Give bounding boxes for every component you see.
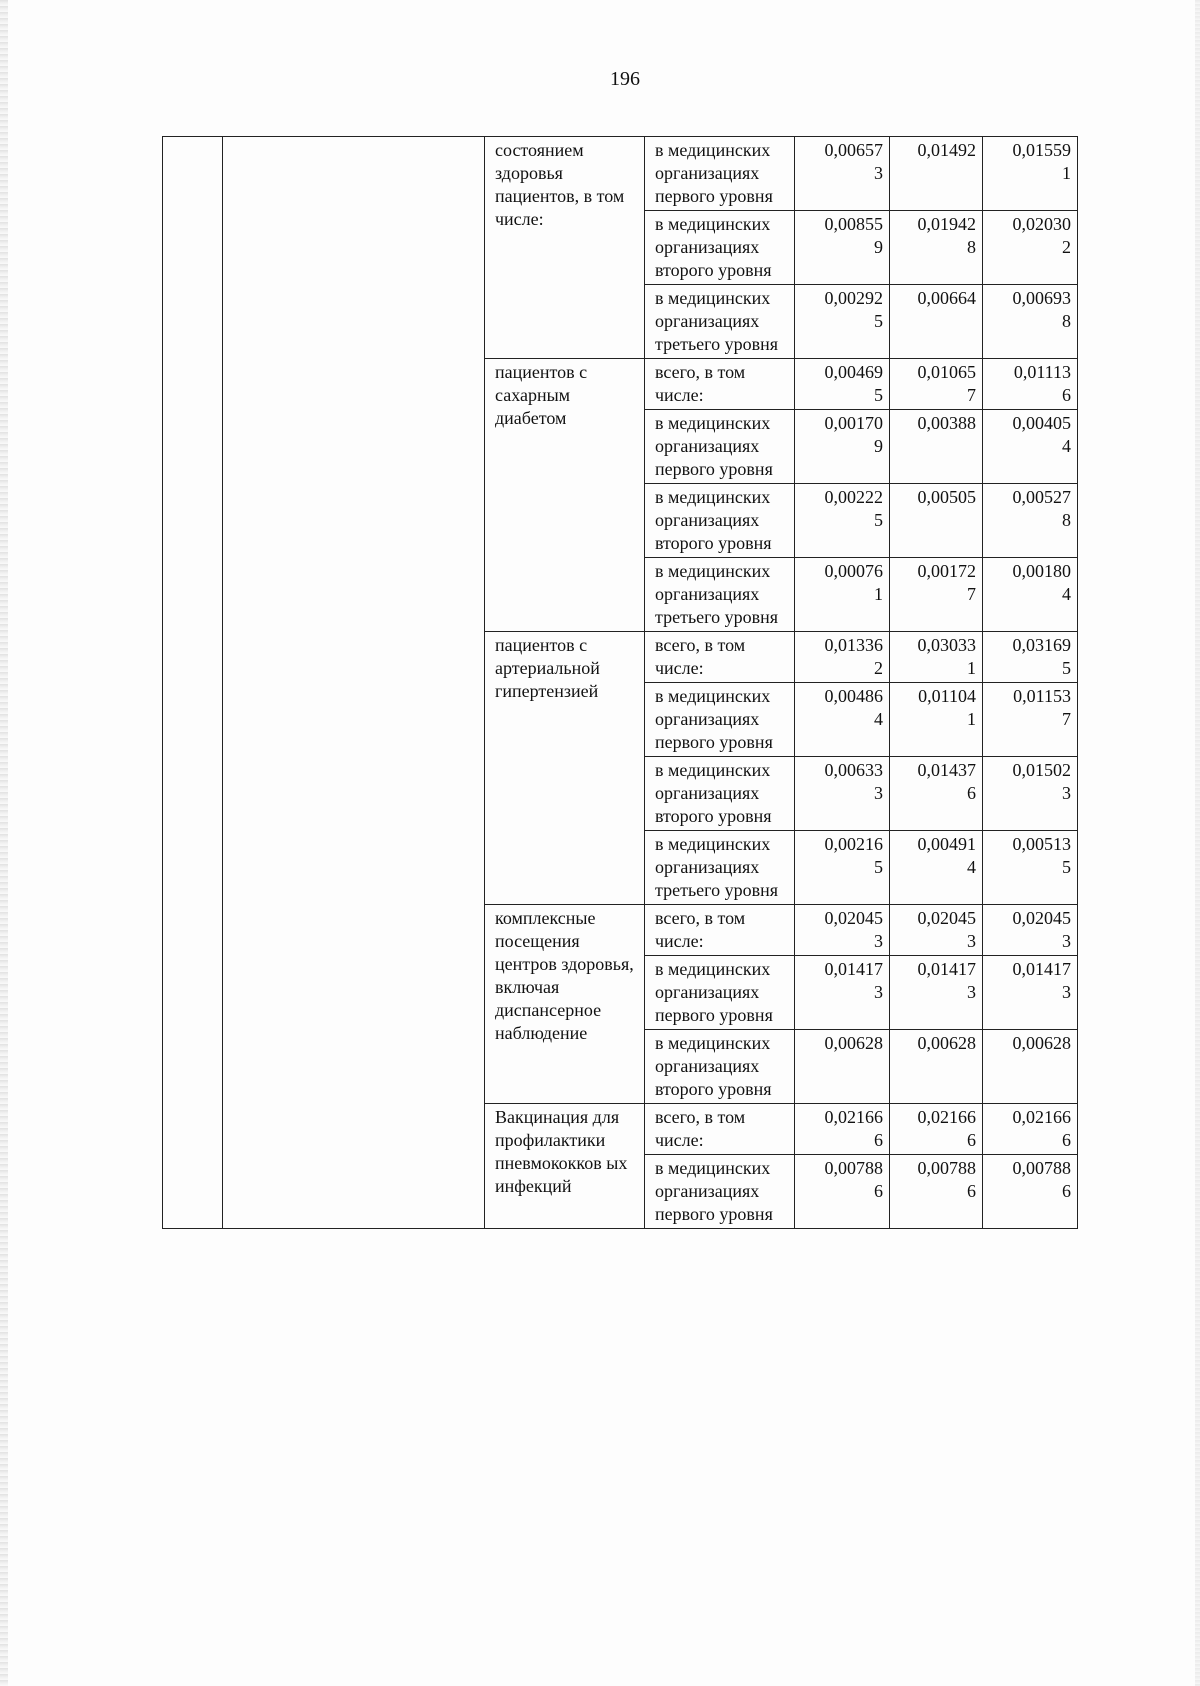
row-label: в медицинских организациях второго уровня [645,757,795,831]
value-cell: 0,02030 2 [983,211,1078,285]
value-cell: 0,00633 3 [795,757,890,831]
value-cell: 0,02045 3 [983,905,1078,956]
blank-col-2 [223,137,485,1229]
value-cell: 0,01113 6 [983,359,1078,410]
value-cell: 0,00180 4 [983,558,1078,632]
value-cell: 0,03169 5 [983,632,1078,683]
row-label: всего, в том числе: [645,905,795,956]
group-label: состоянием здоровья пациентов, в том числе: [485,137,645,359]
row-label: в медицинских организациях третьего уровня [645,831,795,905]
table-body [163,137,1078,1229]
row-label: в медицинских организациях первого уровня [645,683,795,757]
row-label: в медицинских организациях третьего уровня [645,558,795,632]
row-label: всего, в том числе: [645,1104,795,1155]
scan-edge-left [0,0,8,1686]
blank-col-1 [163,137,223,1229]
value-cell: 0,00855 9 [795,211,890,285]
value-cell: 0,00628 [795,1030,890,1104]
value-cell: 0,00172 7 [890,558,983,632]
row-label: в медицинских организациях третьего уровня [645,285,795,359]
group-label: пациентов с артериальной гипертензией [485,632,645,905]
row-label: в медицинских организациях первого уровня [645,956,795,1030]
value-cell: 0,00788 6 [983,1155,1078,1229]
value-cell: 0,01502 3 [983,757,1078,831]
value-cell: 0,00664 [890,285,983,359]
value-cell: 0,01153 7 [983,683,1078,757]
value-cell: 0,02045 3 [795,905,890,956]
value-cell: 0,00170 9 [795,410,890,484]
row-label: в медицинских организациях второго уровня [645,484,795,558]
value-cell: 0,02166 6 [795,1104,890,1155]
value-cell: 0,01417 3 [795,956,890,1030]
row-label: в медицинских организациях первого уровня [645,410,795,484]
value-cell: 0,00788 6 [890,1155,983,1229]
value-cell: 0,03033 1 [890,632,983,683]
value-cell: 0,00388 [890,410,983,484]
row-label: всего, в том числе: [645,359,795,410]
value-cell: 0,01417 3 [983,956,1078,1030]
value-cell: 0,00292 5 [795,285,890,359]
data-table [162,136,1078,1229]
group-label: пациентов с сахарным диабетом [485,359,645,632]
page-number: 196 [610,68,640,90]
row-label: в медицинских организациях второго уровня [645,1030,795,1104]
value-cell: 0,00486 4 [795,683,890,757]
value-cell: 0,00788 6 [795,1155,890,1229]
value-cell: 0,00405 4 [983,410,1078,484]
group-label: Вакцинация для профилактики пневмококков ых инфекций [485,1104,645,1229]
row-label: в медицинских организациях второго уровня [645,211,795,285]
value-cell: 0,00628 [890,1030,983,1104]
group-label: комплексные посещения центров здоровья, включая диспансерное наблюдение [485,905,645,1104]
row-label: в медицинских организациях первого уровня [645,1155,795,1229]
row-label: всего, в том числе: [645,632,795,683]
value-cell: 0,00657 3 [795,137,890,211]
value-cell: 0,01417 3 [890,956,983,1030]
value-cell: 0,01437 6 [890,757,983,831]
value-cell: 0,01559 1 [983,137,1078,211]
value-cell: 0,00628 [983,1030,1078,1104]
value-cell: 0,01104 1 [890,683,983,757]
table-row [163,137,1078,211]
value-cell: 0,02045 3 [890,905,983,956]
value-cell: 0,00216 5 [795,831,890,905]
row-label: в медицинских организациях первого уровня [645,137,795,211]
value-cell: 0,01065 7 [890,359,983,410]
value-cell: 0,02166 6 [983,1104,1078,1155]
value-cell: 0,00527 8 [983,484,1078,558]
value-cell: 0,01942 8 [890,211,983,285]
value-cell: 0,00505 [890,484,983,558]
scan-edge-right [1195,0,1200,1686]
value-cell: 0,01336 2 [795,632,890,683]
value-cell: 0,00513 5 [983,831,1078,905]
value-cell: 0,00076 1 [795,558,890,632]
value-cell: 0,02166 6 [890,1104,983,1155]
value-cell: 0,01492 [890,137,983,211]
value-cell: 0,00469 5 [795,359,890,410]
value-cell: 0,00693 8 [983,285,1078,359]
value-cell: 0,00491 4 [890,831,983,905]
value-cell: 0,00222 5 [795,484,890,558]
